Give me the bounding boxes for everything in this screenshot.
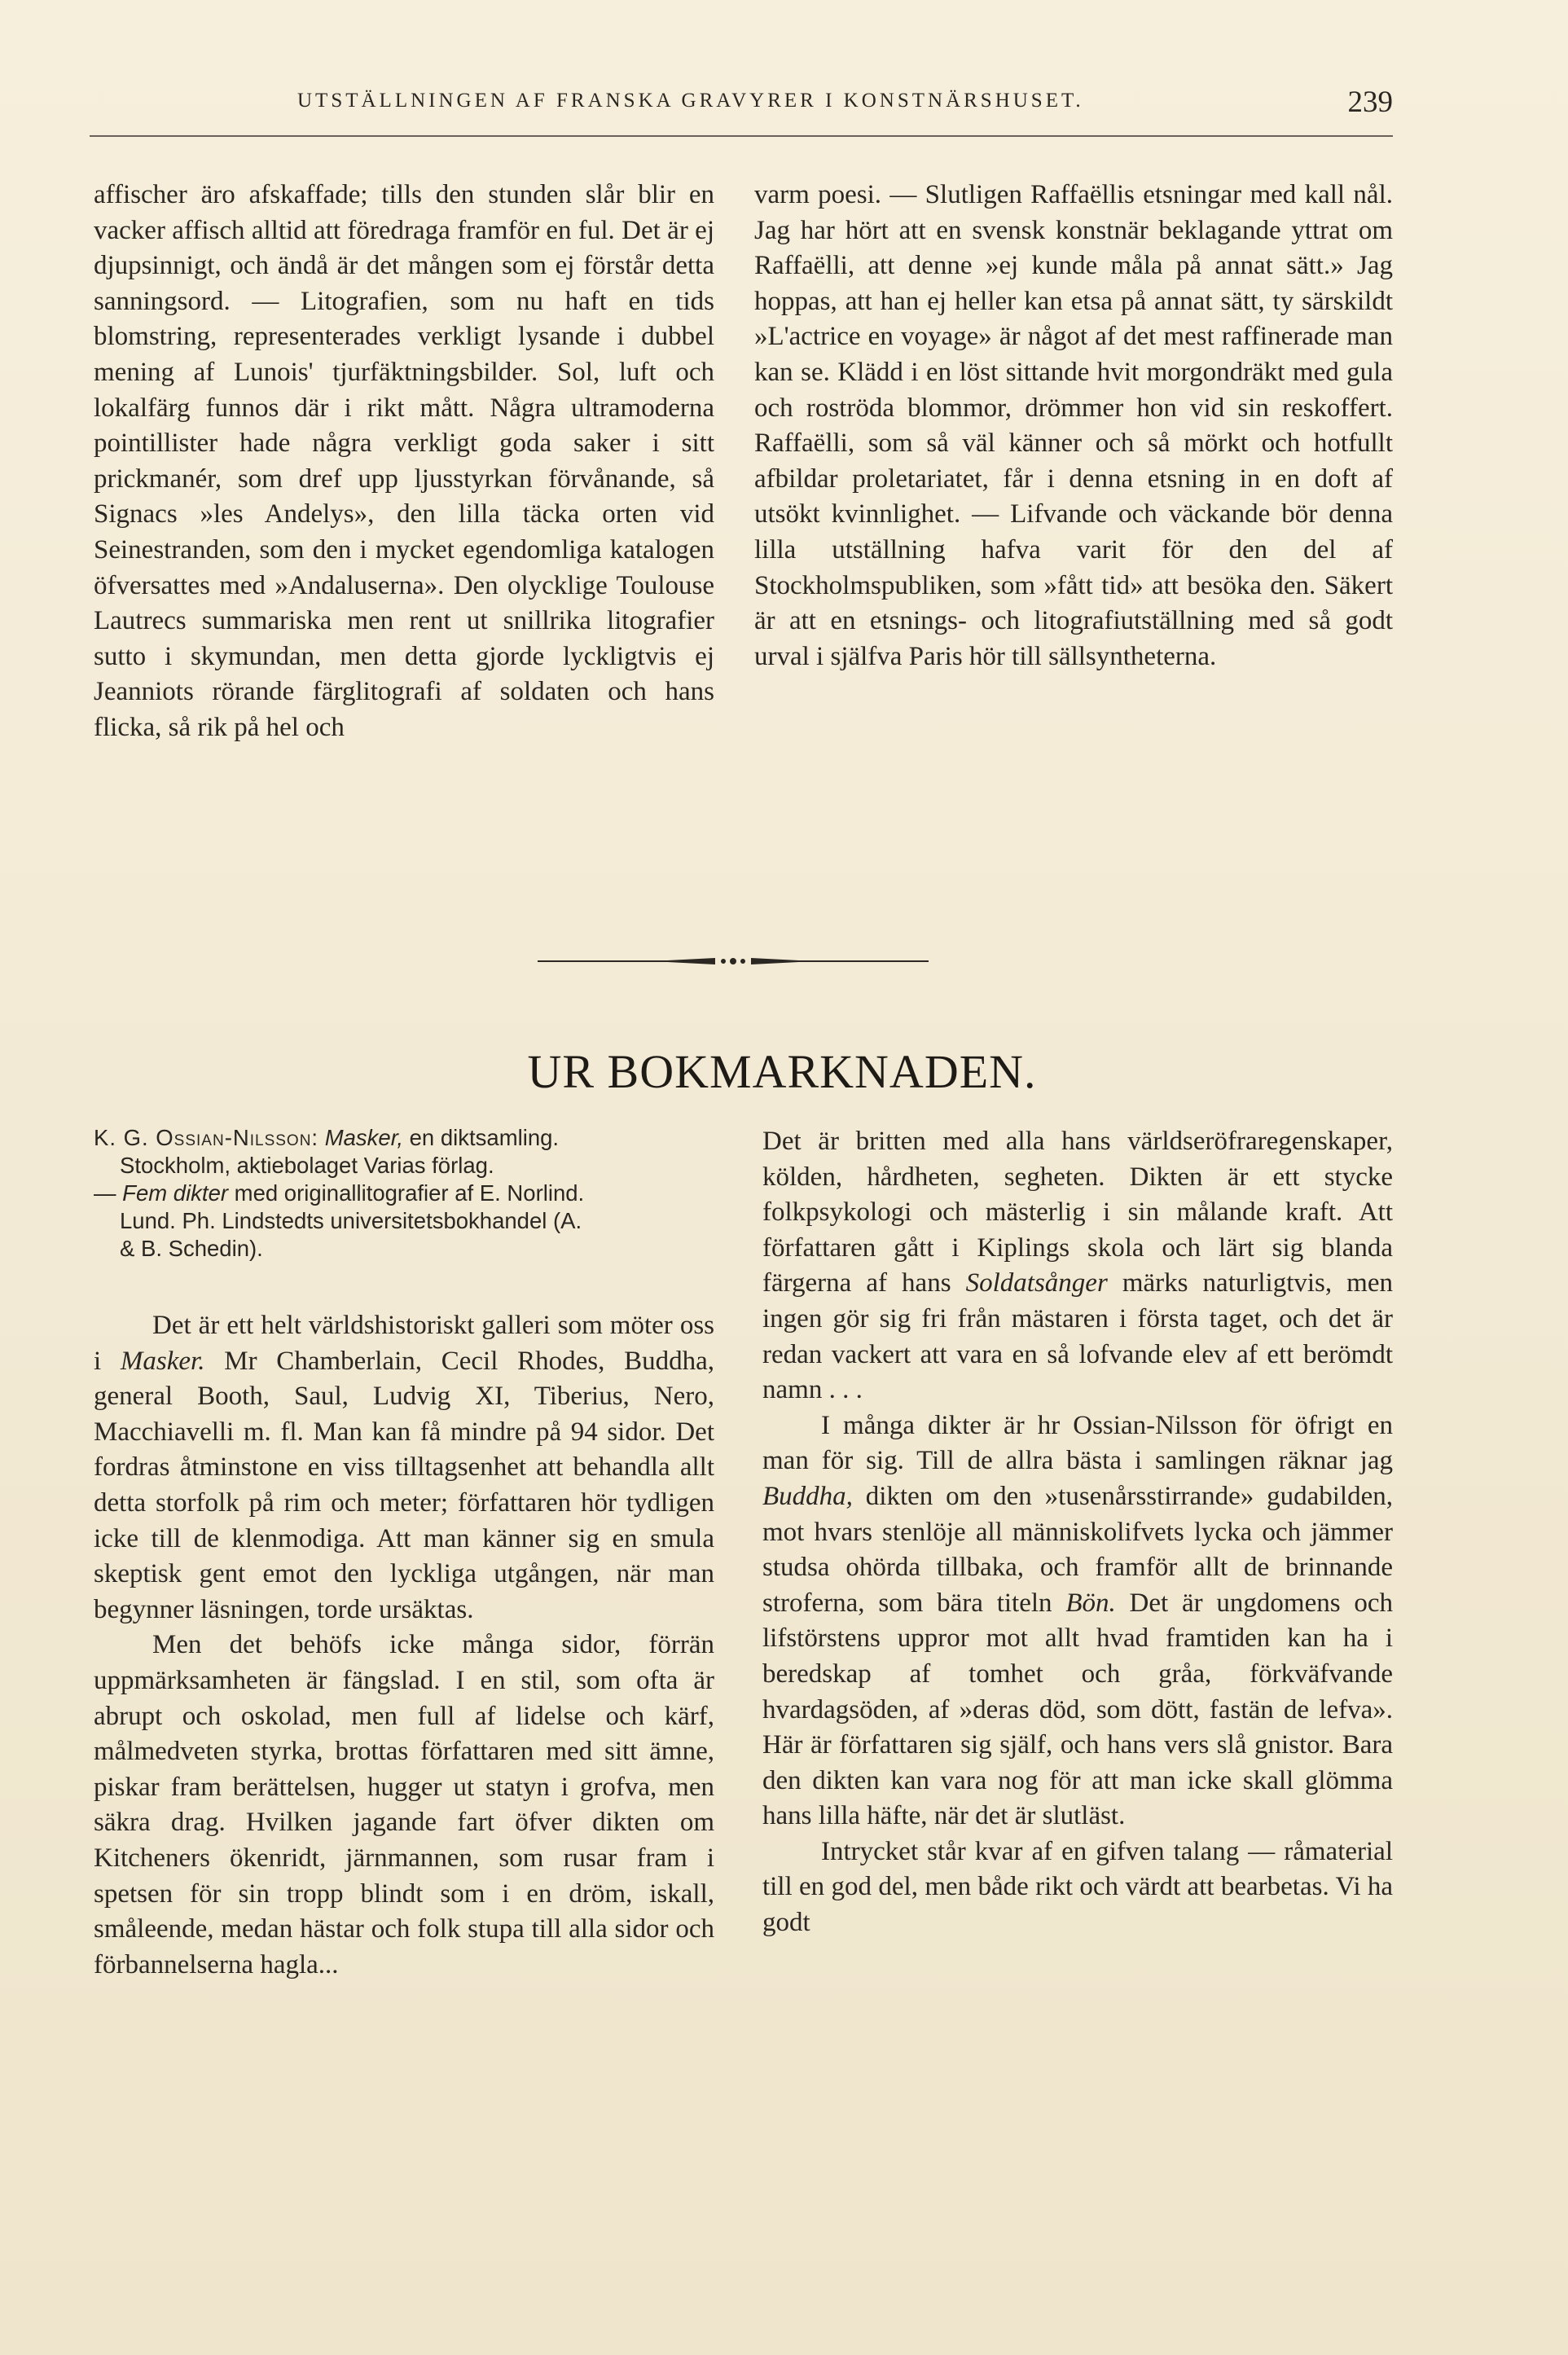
review-left-paragraph-1 xyxy=(94,1308,714,1628)
ornament-dot-left xyxy=(721,959,726,964)
review-text: I många dikter är hr Ossian-Nilsson för öfrigt en man för sig. Till de allra bästa i samlingen räknar jag xyxy=(762,1410,1393,1476)
review-right-paragraph-3: Intrycket står kvar af en gifven talang — råmaterial till en god del, men både rikt och värdt att bearbetas. Vi ha godt xyxy=(762,1836,1393,1938)
article-left-column xyxy=(94,178,714,746)
book-listing-line-5: & B. Schedin). xyxy=(120,1236,263,1261)
review-text: Det är ett helt världshistoriskt galleri som möter oss i xyxy=(94,1311,714,1376)
ornament-dot-right xyxy=(740,959,745,964)
book-subtitle: en diktsamling. xyxy=(409,1125,560,1150)
book-title-fem-dikter: Fem dikter xyxy=(122,1180,229,1206)
review-text: märks naturligtvis, men ingen gör sig fri från mästaren i första taget, och det är redan vackert att vara en så lofvande elev af ett berömdt namn . . . xyxy=(762,1268,1394,1405)
ornament-divider xyxy=(538,945,929,978)
section-title: UR BOKMARKNADEN. xyxy=(527,1045,1037,1098)
review-left-column xyxy=(94,1308,714,1983)
book-dash: — xyxy=(94,1180,116,1206)
review-right-column xyxy=(762,1124,1393,1941)
running-head xyxy=(90,86,1393,127)
review-right-paragraph-2 xyxy=(762,1408,1393,1834)
review-title-soldatsanger: Soldatsånger xyxy=(965,1268,1108,1298)
review-left-paragraph-2: Men det behöfs icke många sidor, förrän uppmärksamheten är fängslad. I en stil, som ofta är abrupt och oskolad, men full af lidelse och kärf, målmedveten styrka, brottas författaren med sitt ämne, piskar fram berättelsen, hugger ut statyn i grofva, men säkra drag. Hvilken jagande fart öfver dikten om Kitcheners ökenridt, järnmannen, som rusar fram i spetsen för sin tropp blindt som i en dröm, iskall, småleende, medan hästar och folk stupa till alla sidor och förbannelserna hagla... xyxy=(94,1630,714,1979)
ornament-taper-left xyxy=(652,958,715,964)
book-listing-line-4: Lund. Ph. Lindstedts universitetsbokhandel (A. xyxy=(120,1208,582,1233)
book-listing-line-1 xyxy=(94,1124,714,1152)
ornament-dot-center xyxy=(730,958,736,964)
article-left-text: affischer äro afskaffade; tills den stunden slår blir en vacker affisch alltid att föredraga framför en ful. Det är ej djupsinnigt, och ändå är det mången som ej förstår detta sanningsord. — Litografien, som nu haft en tids blomstring, representerades verkligt lysande i dubbel mening af Lunois' tjurfäktningsbilder. Sol, luft och lokalfärg funnos där i rikt mått. Några ultramoderna pointillister hade några verkligt goda saker i sitt prickmanér, som dref upp ljusstyrkan förvånande, så Signacs »les Andelys», den lilla täcka orten vid Seinestranden, som den i mycket egendomliga katalogen öfversattes med »Andaluserna». Den olycklige Toulouse Lautrecs summariska men rent ut snillrika litografier sutto i skymundan, men detta gjorde lyckligtvis ej Jeanniots rörande färglitografi af soldaten och hans flicka, så rik på hel och xyxy=(94,180,714,742)
review-title-masker: Masker. xyxy=(120,1346,205,1376)
page-number: 239 xyxy=(1347,86,1393,119)
book-listing-line-3 xyxy=(94,1180,714,1207)
running-title: UTSTÄLLNINGEN AF FRANSKA GRAVYRER I KONSTNÄRSHUSET. xyxy=(297,90,1084,112)
review-text: Mr Chamberlain, Cecil Rhodes, Buddha, general Booth, Saul, Ludvig XI, Tiberius, Nero, Macchiavelli m. fl. Man kan få mindre på 94 sidor. Det fordras åtminstone en viss tilltagsenhet att behandla allt detta storfolk på rim och meter; författaren hör tydligen icke till de klenmodiga. Att man känner sig en smula skeptisk gent emot den lyckliga utgången, när man begynner läsningen, torde ursäktas. xyxy=(94,1346,715,1624)
review-text: Det är ungdomens och lifstörstens uppror mot allt hvad framtiden kan ha i beredskap af tomhet och gråa, förkväfvande hvardagsöden, af »deras död, som dött, fastän de lefva». Här är författaren sig själf, och hans vers slå gnistor. Bara den dikten kan vara nog för att man icke skall glömma hans lilla häfte, när det är slutläst. xyxy=(762,1588,1394,1831)
review-text: Det är britten med alla hans världseröfraregenskaper, kölden, hårdheten, segheten. Dikten är ett stycke folkpsykologi och mästerlig i sin målande kraft. Att författaren gått i Kiplings skola och lärt sig blanda färgerna af hans xyxy=(762,1127,1393,1298)
review-title-bon: Bön. xyxy=(1065,1588,1116,1618)
review-right-paragraph-1 xyxy=(762,1124,1393,1408)
review-title-buddha: Buddha, xyxy=(762,1481,853,1511)
book-title-masker: Masker, xyxy=(324,1125,403,1150)
book-listing xyxy=(94,1124,714,1263)
article-right-text: varm poesi. — Slutligen Raffaëllis etsningar med kall nål. Jag har hört att en svensk konstnär beklagande yttrat om Raffaëlli, att denne »ej kunde måla på annat sätt.» Jag hoppas, att han ej heller kan etsa på annat sätt, ty särskildt »L'actrice en voyage» är något af det mest raffinerade man kan se. Klädd i en löst sittande hvit morgondräkt med gula och roströda blommor, drömmer hon vid sin reskoffert. Raffaëlli, som så väl känner och så mörkt och hotfullt afbildar proletariatet, får i denna etsning in en doft af utsökt kvinnlighet. — Lifvande och väckande bör denna lilla utställning hafva varit för den del af Stockholmspubliken, som »fått tid» att besöka den. Säkert är att en etsnings- och litografiutställning med så godt urval i själfva Paris hör till sällsyntheterna. xyxy=(754,180,1393,671)
article-right-column xyxy=(754,178,1393,674)
book-listing-line-2: Stockholm, aktiebolaget Varias förlag. xyxy=(120,1153,494,1178)
book-author: K. G. Ossian-Nilsson: xyxy=(94,1125,319,1150)
header-rule xyxy=(90,135,1393,137)
book-illustrations: med originallitografier af E. Norlind. xyxy=(234,1180,585,1206)
review-text: dikten om den »tusenårsstirrande» gudabilden, mot hvars stenlöje all människolifvets lycka och jämmer studsa ohörda tillbaka, och framför allt de brinnande stroferna, som bära titeln xyxy=(762,1481,1393,1618)
